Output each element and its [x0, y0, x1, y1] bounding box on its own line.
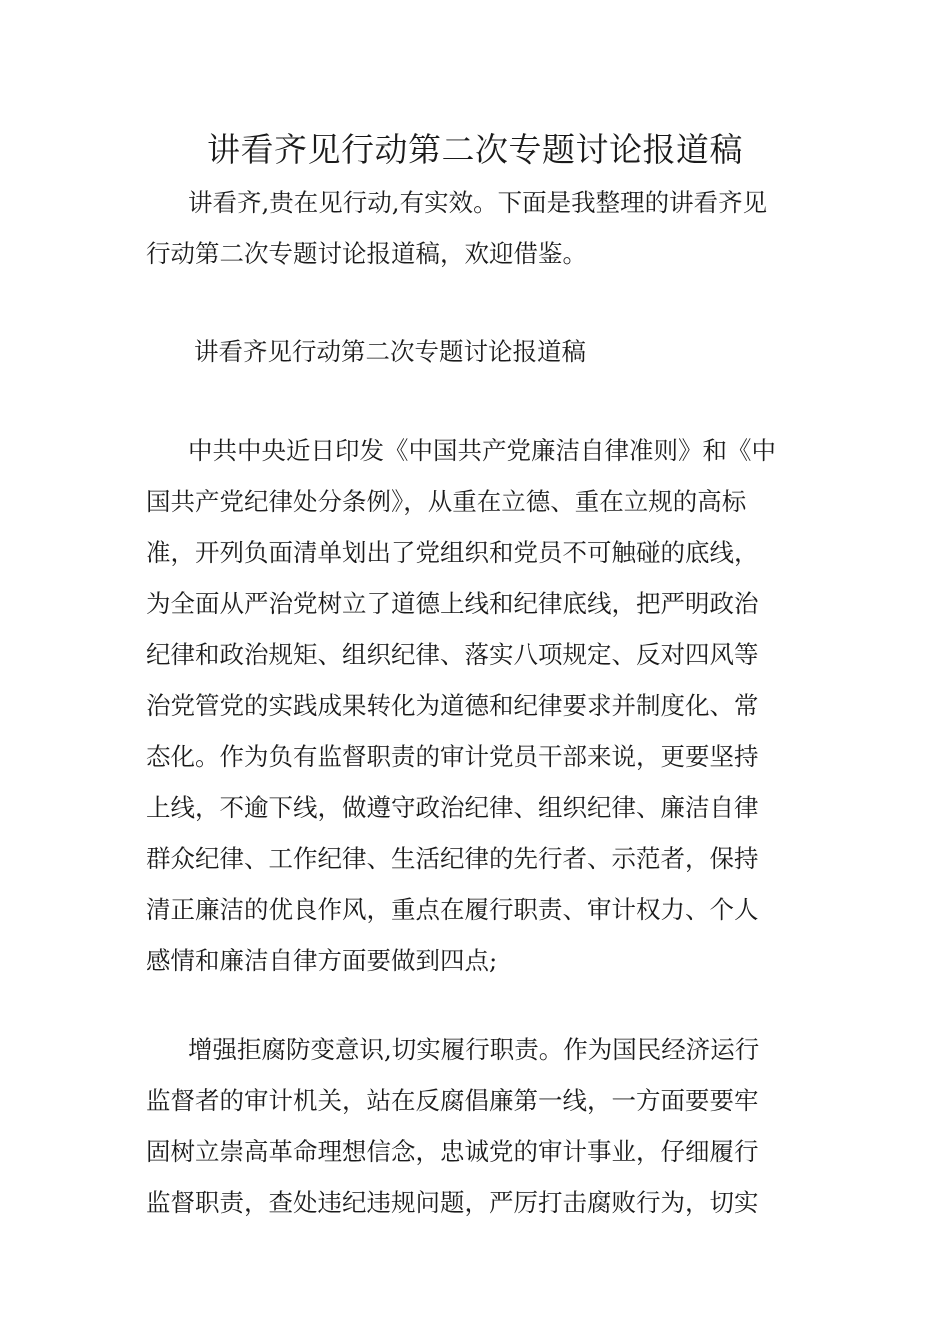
paragraph-line: 态化。作为负有监督职责的审计党员干部来说，更要坚持	[146, 742, 759, 771]
paragraph-line: 清正廉洁的优良作风，重点在履行职责、审计权力、个人	[146, 895, 759, 924]
paragraph-line: 上线，不逾下线，做遵守政治纪律、组织纪律、廉洁自律	[146, 793, 759, 822]
paragraph-line: 监督者的审计机关，站在反腐倡廉第一线，一方面要要牢	[146, 1086, 759, 1115]
paragraph-line: 准，开列负面清单划出了党组织和党员不可触碰的底线，	[146, 538, 759, 567]
intro-paragraph	[146, 177, 810, 279]
intro-line: 行动第二次专题讨论报道稿，欢迎借鉴。	[146, 239, 587, 268]
paragraph-line: 感情和廉洁自律方面要做到四点;	[146, 946, 498, 975]
paragraph-line: 为全面从严治党树立了道德上线和纪律底线，把严明政治	[146, 589, 759, 618]
body-paragraph-2	[146, 1024, 810, 1228]
paragraph-line: 群众纪律、工作纪律、生活纪律的先行者、示范者，保持	[146, 844, 759, 873]
paragraph-line: 固树立崇高革命理想信念，忠诚党的审计事业，仔细履行	[146, 1137, 759, 1166]
body-paragraph-1	[146, 425, 810, 986]
paragraph-line: 监督职责，查处违纪违规问题，严厉打击腐败行为，切实	[146, 1188, 759, 1217]
document-title: 讲看齐见行动第二次专题讨论报道稿	[207, 130, 743, 169]
section-subtitle: 讲看齐见行动第二次专题讨论报道稿	[194, 337, 586, 366]
intro-line: 讲看齐,贵在见行动,有实效。下面是我整理的讲看齐见	[188, 188, 768, 217]
paragraph-line: 国共产党纪律处分条例》，从重在立德、重在立规的高标	[146, 487, 747, 516]
paragraph-line: 中共中央近日印发《中国共产党廉洁自律准则》和《中	[188, 436, 776, 465]
paragraph-line: 纪律和政治规矩、组织纪律、落实八项规定、反对四风等	[146, 640, 759, 669]
paragraph-line: 治党管党的实践成果转化为道德和纪律要求并制度化、常	[146, 691, 759, 720]
paragraph-line: 增强拒腐防变意识,切实履行职责。作为国民经济运行	[188, 1035, 760, 1064]
